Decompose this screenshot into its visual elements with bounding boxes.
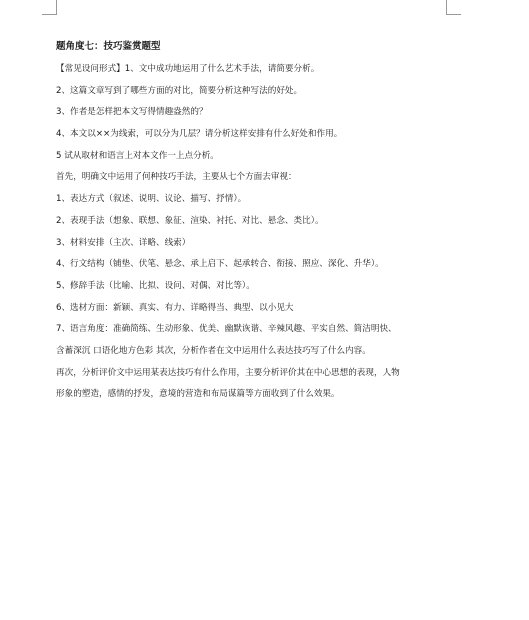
crop-mark-top-right [446,0,461,15]
question-forms-heading-line: 【常见设问形式】1、文中成功地运用了什么艺术手法，请简要分析。 [56,64,320,74]
document-body [56,36,476,406]
aspect-5-rhetoric: 5、修辞手法（比喻、比拟、设问、对偶、对比等）。 [56,280,255,291]
aspect-7-language-continued: 含蓄深沉 口语化地方色彩 其次，分析作者在文中运用什么表达技巧写了什么内容。 [56,345,371,356]
aspect-6-selection: 6、选材方面：新颖、真实、有力、详略得当、典型、以小见大 [56,302,294,313]
crop-mark-top-left [42,0,57,15]
section-title: 题角度七：技巧鉴赏题型 [56,41,161,52]
question-form-5: 5 试从取材和语言上对本文作一上点分析。 [56,150,219,161]
question-form-4: 4、本文以××为线索，可以分为几层？请分析这样安排有什么好处和作用。 [56,129,343,140]
question-form-2: 2、这篇文章写到了哪些方面的对比，简要分析这种写法的好处。 [56,85,303,96]
aspect-3-material: 3、材料安排（主次、详略、线索） [56,237,191,248]
aspect-2-technique: 2、表现手法（想象、联想、象征、渲染、衬托、对比、悬念、类比）。 [56,215,324,226]
aspect-1-expression: 1、表达方式（叙述、说明、议论、描写、抒情）。 [56,194,247,205]
method-intro: 首先，明确文中运用了何种技巧手法，主要从七个方面去审视： [56,172,297,183]
question-form-3: 3、作者是怎样把本文写得情趣盎然的？ [56,107,208,118]
analysis-paragraph-line-1: 再次，分析评价文中运用某表达技巧有什么作用，主要分析评价其在中心思想的表现，人物 [56,367,400,378]
aspect-7-language: 7、语言角度：准确简练、生动形象、优美、幽默诙谐、辛辣风趣、平实自然、简洁明快、 [56,324,397,335]
analysis-paragraph-line-2: 形象的塑造，感情的抒发，意境的营造和布局谋篇等方面收到了什么效果。 [56,389,340,400]
aspect-4-structure: 4、行文结构（铺垫、伏笔、悬念、承上启下、起承转合、衔接、照应、深化、升华）。 [56,259,384,270]
